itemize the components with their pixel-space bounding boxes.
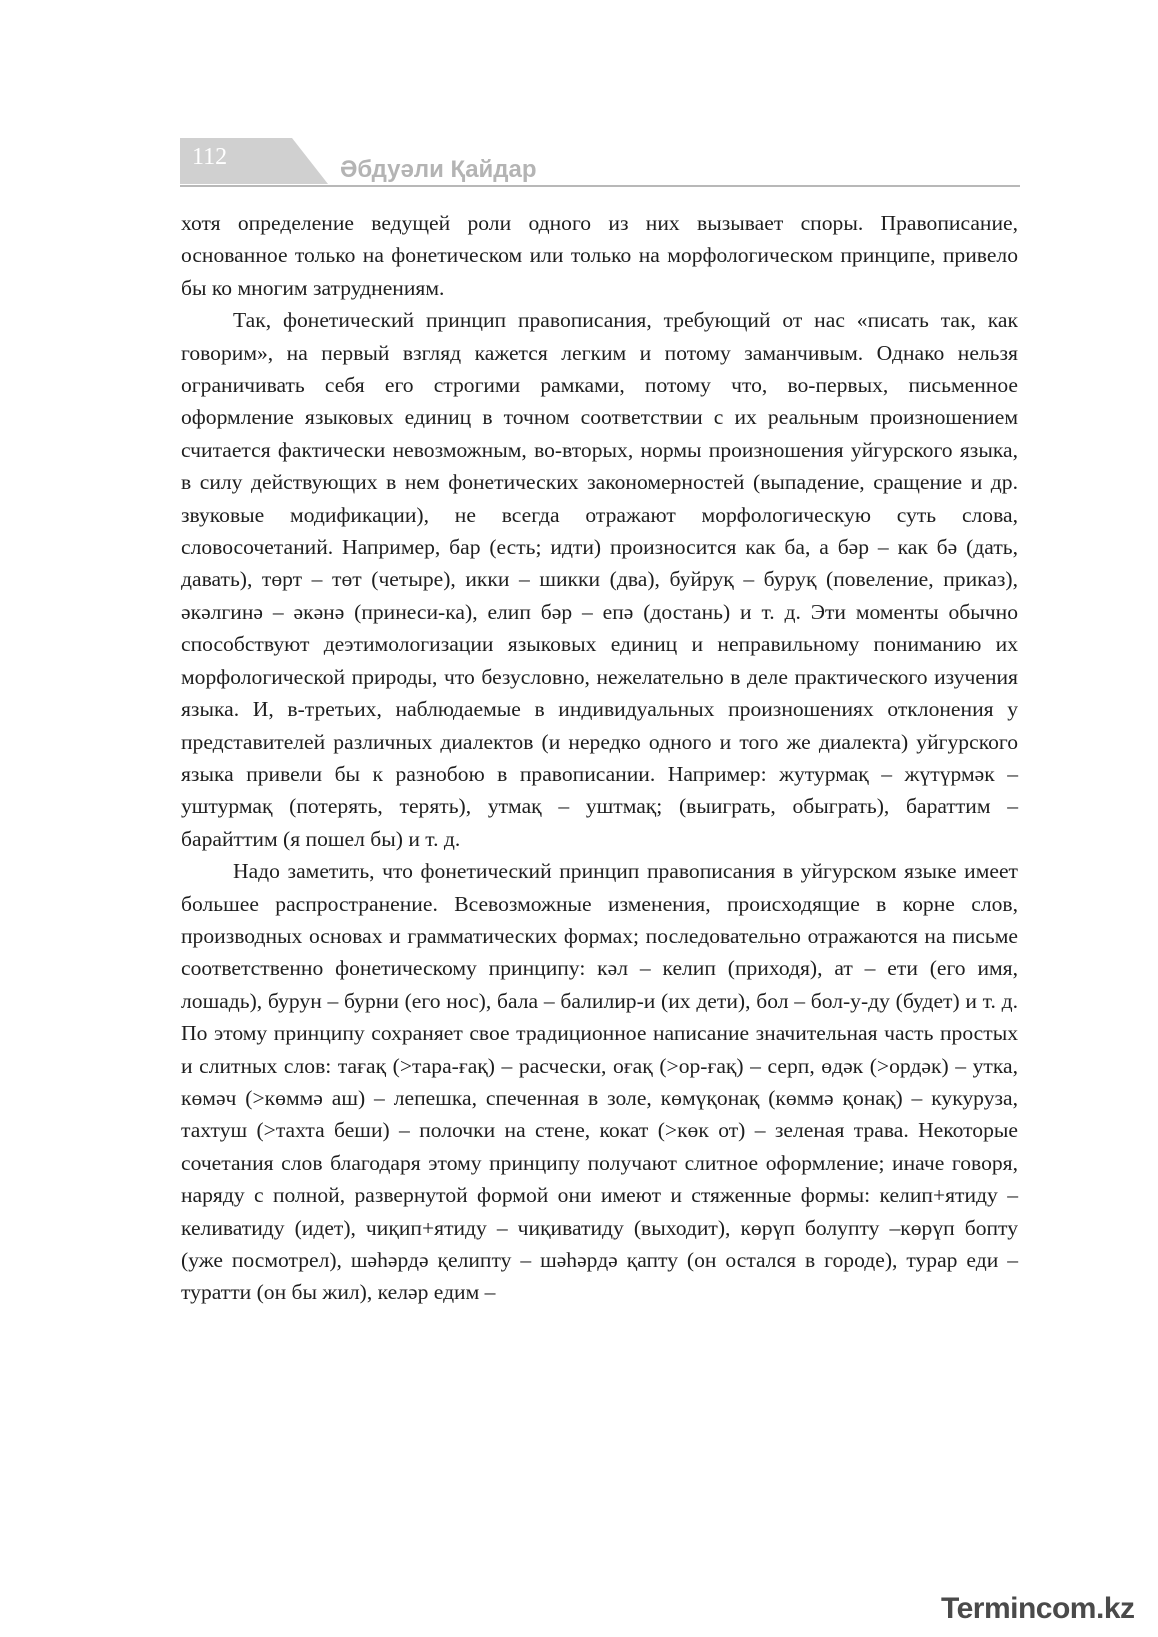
running-head-author: Әбдуәли Қайдар <box>340 156 537 183</box>
paragraph-1: хотя определение ведущей роли одного из них вызывает споры. Правописание, основанное только на фонетическом или только на морфологическом принципе, привело бы ко многим затруднениям. <box>181 211 1018 300</box>
header-rule <box>180 185 1020 187</box>
watermark-logo: Termincom.kz <box>941 1592 1135 1625</box>
paragraph-3: Надо заметить, что фонетический принцип правописания в уйгурском языке имеет большее распространение. Всевозможные изменения, происходящие в корне слов, производных основах и грамматических формах; последовательно отражаются на письме соответственно фонетическому принципу: кәл – келип (приходя), ат – ети (его имя, лошадь), бурун – бурни (его нос), бала – балилир-и (их дети), бол – бол-у-ду (будет) и т. д. По этому принципу сохраняет свое традиционное написание значительная часть простых и слитных слов: тағақ (>тара-ғақ) – расчески, оғақ (>ор-ғақ) – серп, өдәк (>ордәк) – утка, көмәч (>көммә аш) – лепешка, спеченная в золе, көмүқонақ (көммә қонақ) – кукуруза, тахтуш (>тахта беши) – полочки на стене, кокат (>көк от) – зеленая трава. Некоторые сочетания слов благодаря этому принципу получают слитное оформление; иначе говоря, наряду с полной, развернутой формой они имеют и стяженные формы: келип+ятиду –келиватиду (идет), чиқип+ятиду – чиқиватиду (выходит), көрүп болупту –көрүп бопту (уже посмотрел), шәһәрдә қелипту – шәһәрдә қапту (он остался в городе), турар еди – туратти (он бы жил), келәр едим – <box>181 859 1018 1305</box>
paragraph-2: Так, фонетический принцип правописания, требующий от нас «писать так, как говорим», на первый взгляд кажется легким и потому заманчивым. Однако нельзя ограничивать себя его строгими рамками, потому что, во-первых, письменное оформление языковых единиц в точном соответствии с их реальным произношением считается фактически невозможным, во-вторых, нормы произношения уйгурского языка, в силу действующих в нем фонетических закономерностей (выпадение, сращение и др. звуковые модификации), не всегда отражают морфологическую суть слова, словосочетаний. Например, бар (есть; идти) произносится как ба, а бәр – как бә (дать, давать), төрт – төт (четыре), икки – шикки (два), буйруқ – буруқ (повеление, приказ), әкәлгинә – әкәнә (принеси-ка), елип бәр – епә (достань) и т. д. Эти моменты обычно способствуют деэтимологизации языковых единиц и неправильному пониманию их морфологической природы, что безусловно, нежелательно в деле практического изучения языка. И, в-третьих, наблюдаемые в индивидуальных произношениях отклонения у представителей различных диалектов (и нередко одного и того же диалекта) уйгурского языка привели бы к разнобою в правописании. Например: жутурмақ – жүтүрмәк – уштурмақ (потерять, терять), утмақ – уштмақ; (выиграть, обыграть), бараттим – барайттим (я пошел бы) и т. д. <box>181 308 1018 851</box>
page-number: 112 <box>192 144 228 170</box>
page-header <box>180 138 1020 188</box>
body-text <box>181 207 1018 1309</box>
